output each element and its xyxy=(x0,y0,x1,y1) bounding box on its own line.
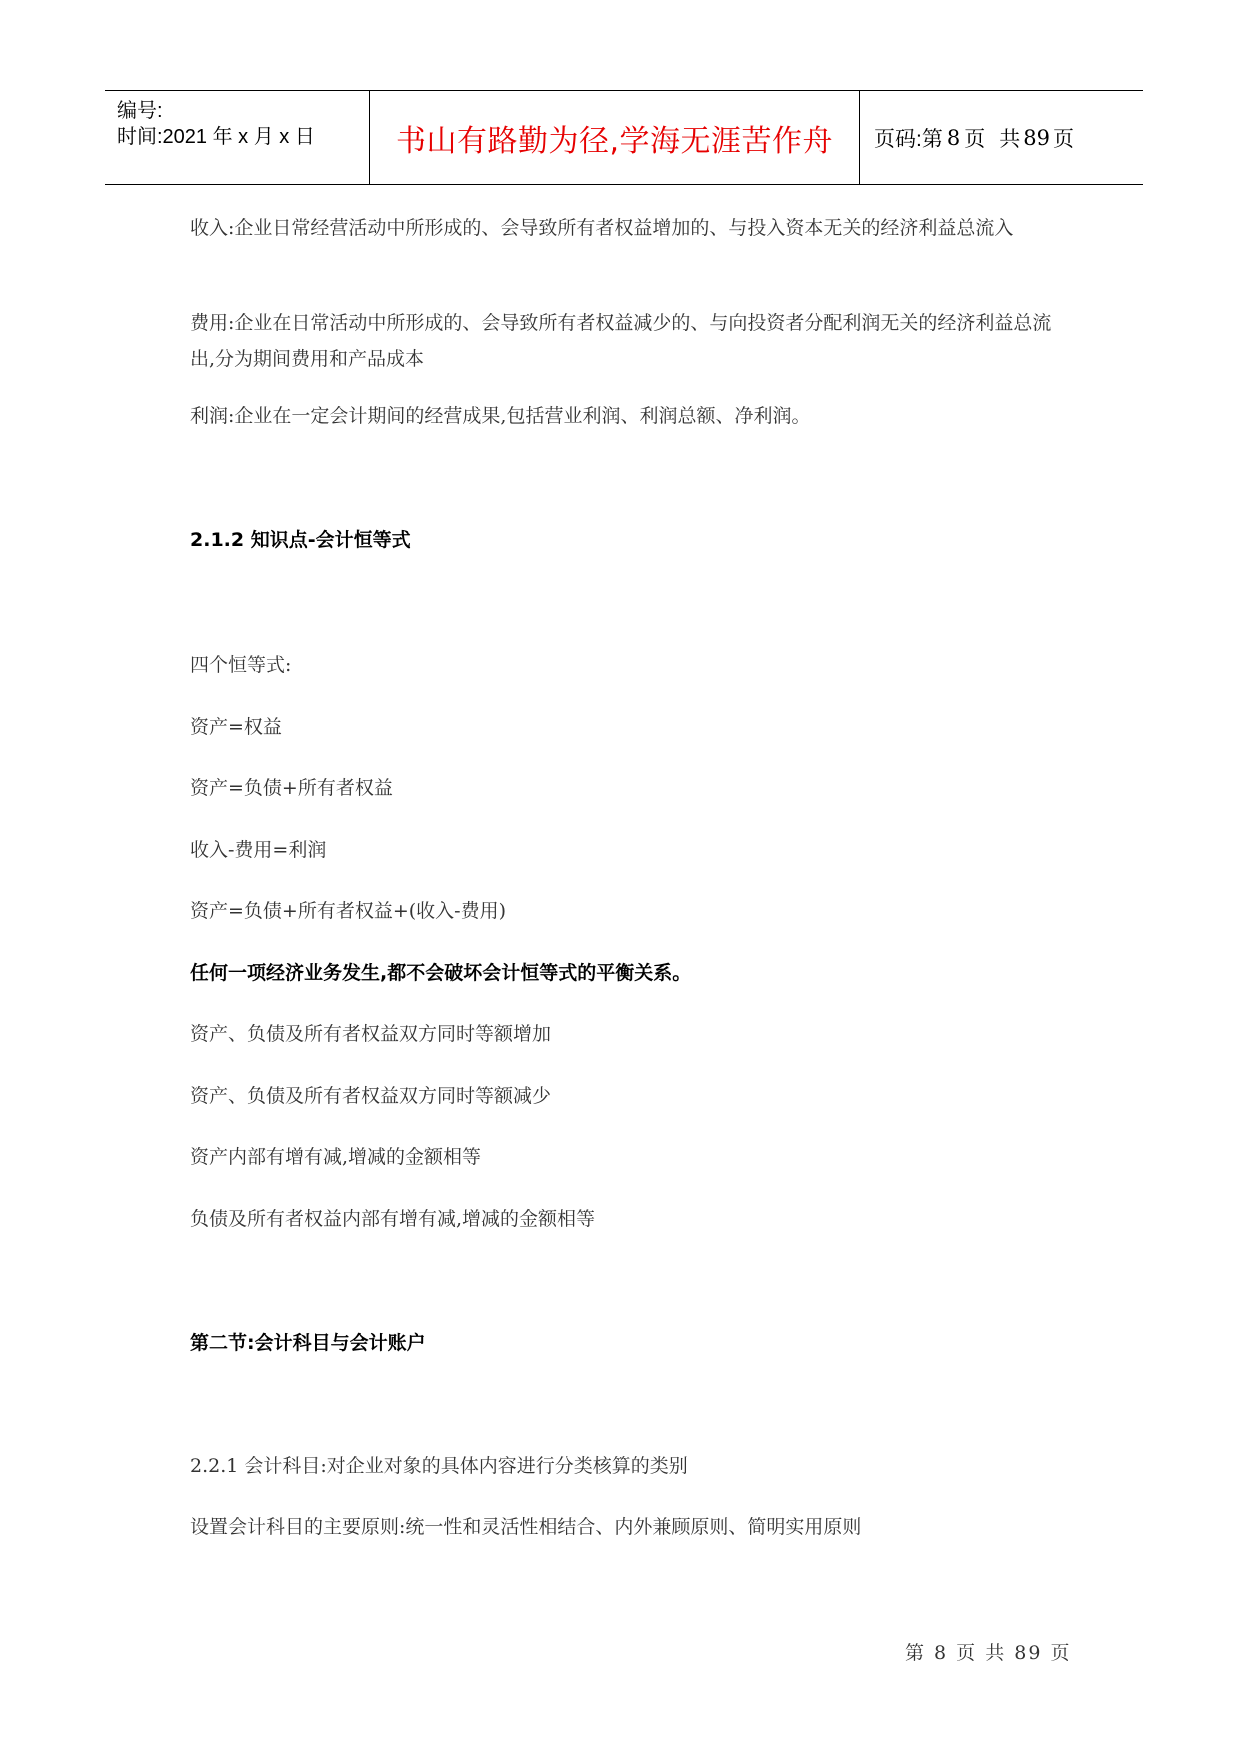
paragraph-principles: 设置会计科目的主要原则:统一性和灵活性相结合、内外兼顾原则、简明实用原则 xyxy=(190,1516,862,1538)
paragraph-2-2-1: 2.2.1 会计科目:对企业对象的具体内容进行分类核算的类别 xyxy=(190,1455,688,1477)
document-number-label: 编号: xyxy=(117,100,163,122)
equation-4: 资产=负债+所有者权益+(收入-费用) xyxy=(190,900,507,922)
header-motto: 书山有路勤为径,学海无涯苦作舟 xyxy=(370,91,860,184)
bold-note: 任何一项经济业务发生,都不会破坏会计恒等式的平衡关系。 xyxy=(190,962,692,984)
page-current: 8 xyxy=(946,125,961,150)
header-page-number xyxy=(860,91,1143,184)
paragraph-income: 收入:企业日常经营活动中所形成的、会导致所有者权益增加的、与投入资本无关的经济利益总流入 xyxy=(190,217,1014,239)
equation-2: 资产=负债+所有者权益 xyxy=(190,777,393,799)
page-total: 89 xyxy=(1023,125,1050,150)
page-total-unit: 页 xyxy=(1052,127,1074,151)
case-2: 资产、负债及所有者权益双方同时等额减少 xyxy=(190,1085,552,1107)
case-1: 资产、负债及所有者权益双方同时等额增加 xyxy=(190,1023,552,1045)
header-meta-cell xyxy=(105,91,370,184)
equation-1: 资产=权益 xyxy=(190,716,282,738)
document-time-label: 时间:2021 年 x 月 x 日 xyxy=(117,126,315,148)
heading-section-2: 第二节:会计科目与会计账户 xyxy=(190,1332,426,1354)
page-header xyxy=(105,90,1143,185)
paragraph-profit: 利润:企业在一定会计期间的经营成果,包括营业利润、利润总额、净利润。 xyxy=(190,405,811,427)
equation-3: 收入-费用=利润 xyxy=(190,839,327,861)
page-footer: 第 8 页 共 89 页 xyxy=(905,1642,1072,1664)
paragraph-four-equations: 四个恒等式: xyxy=(190,654,292,676)
case-4: 负债及所有者权益内部有增有减,增减的金额相等 xyxy=(190,1208,596,1230)
paragraph-expense: 费用:企业在日常活动中所形成的、会导致所有者权益减少的、与向投资者分配利润无关的经济利益总流出,分为期间费用和产品成本 xyxy=(190,312,1052,370)
page-prefix: 页码:第 xyxy=(874,127,943,151)
case-3: 资产内部有增有减,增减的金额相等 xyxy=(190,1146,482,1168)
page-total-prefix: 共 xyxy=(999,127,1021,151)
page-unit: 页 xyxy=(964,127,986,151)
heading-2-1-2: 2.1.2 知识点-会计恒等式 xyxy=(190,529,411,551)
